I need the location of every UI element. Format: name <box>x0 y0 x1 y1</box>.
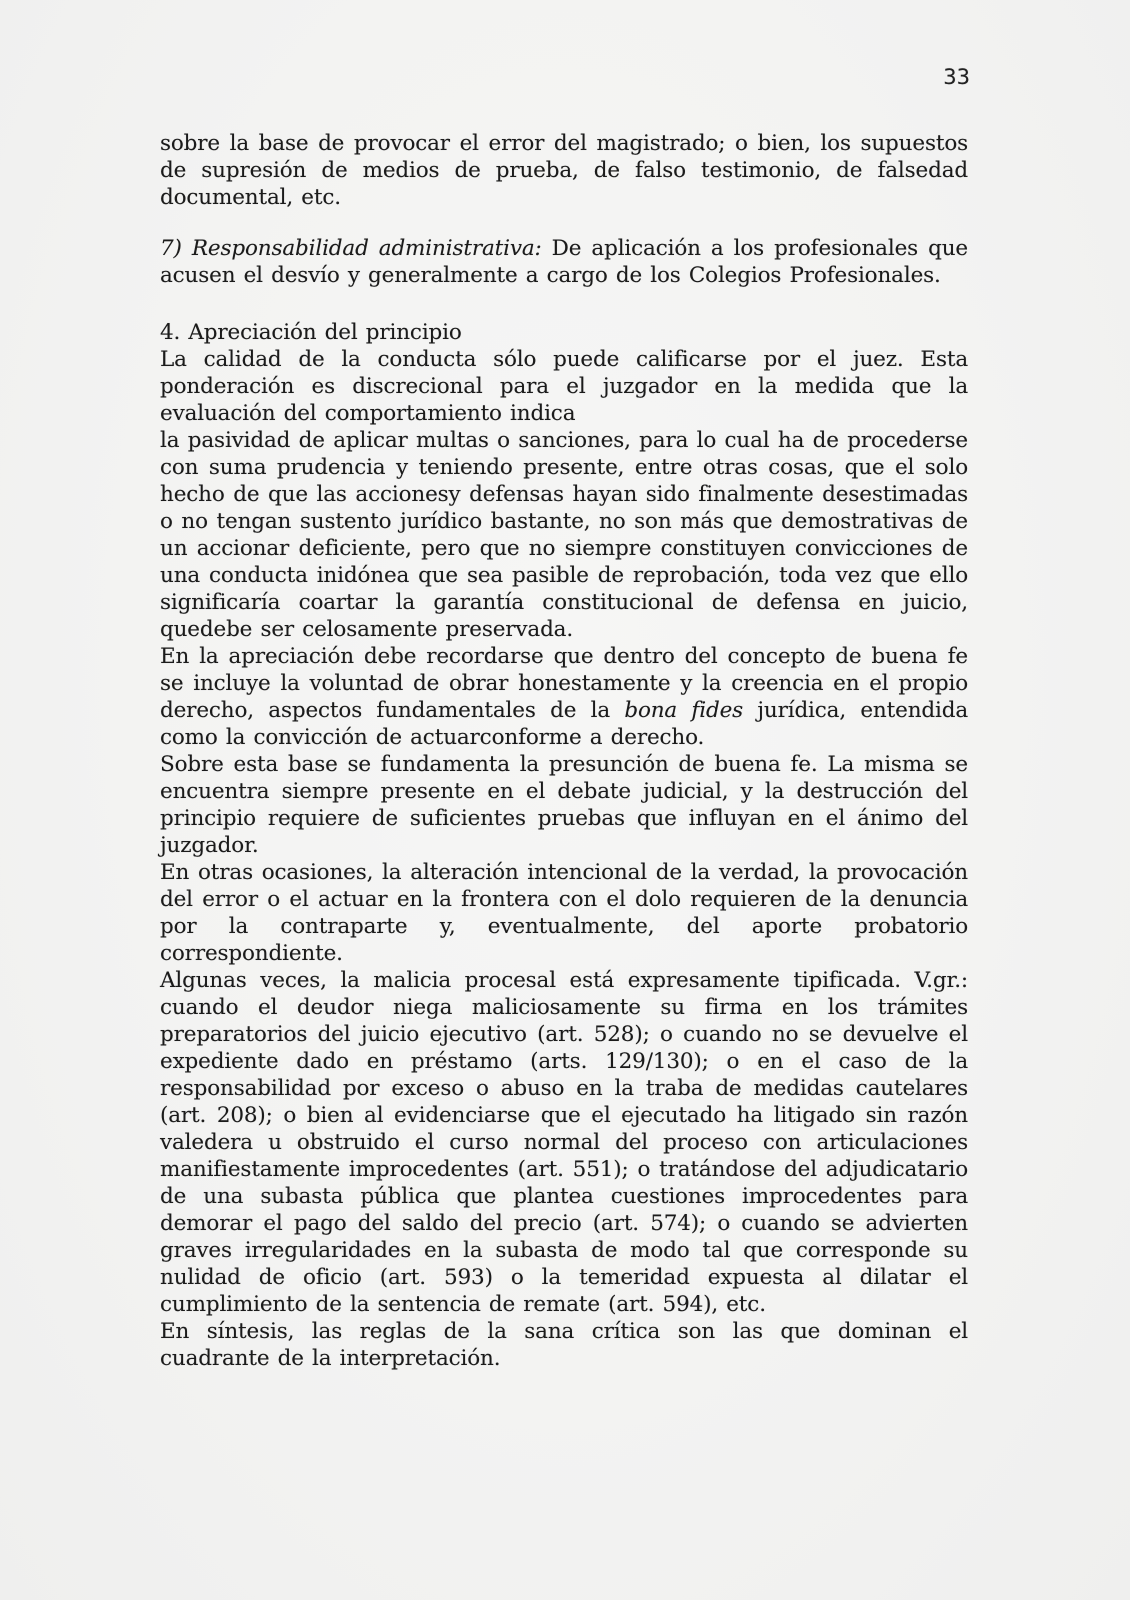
paragraph-pasividad-multas: la pasividad de aplicar multas o sanciones, para lo cual ha de procederse con suma prudencia y teniendo presente, entre otras cosas, que el solo hecho de que las accionesy defensas hayan sido finalmente desestimadas o no tengan sustento jurídico bastante, no son más que demostrativas de un accionar deficiente, pero que no siempre constituyen convicciones de una conducta inidónea que sea pasible de reprobación, toda vez que ello significaría coartar la garantía constitucional de defensa en juicio, quedebe ser celosamente preservada. <box>160 428 968 642</box>
paragraph-buena-fe-post: jurídica, entendida como la convicción de actuarconforme a derecho. <box>160 698 969 750</box>
paragraph-buena-fe-pre: En la apreciación debe recordarse que dentro del concepto de buena fe se incluye la voluntad de obrar honestamente y la creencia en el propio derecho, aspectos fundamentales de la <box>160 644 968 723</box>
paragraph-magistrado: sobre la base de provocar el error del magistrado; o bien, los supuestos de supresión de medios de prueba, de falso testimonio, de falsedad documental, etc. <box>160 131 968 210</box>
paragraph-buena-fe-bona-fides-italic: bona fides <box>624 698 744 723</box>
paragraph-responsabilidad-administrativa <box>160 235 968 289</box>
paragraph-buena-fe <box>160 643 968 751</box>
paragraph-calidad-conducta: La calidad de la conducta sólo puede calificarse por el juez. Esta ponderación es discrecional para el juzgador en la medida que la evaluación del comportamiento indica <box>160 347 968 426</box>
paragraph-responsabilidad-rest: De aplicación a los profesionales que acusen el desvío y generalmente a cargo de los Colegios Profesionales. <box>160 236 968 288</box>
text-block <box>160 130 968 1372</box>
paragraph-sintesis: En síntesis, las reglas de la sana crítica son las que dominan el cuadrante de la interpretación. <box>160 1319 968 1371</box>
paragraph-alteracion-verdad: En otras ocasiones, la alteración intencional de la verdad, la provocación del error o el actuar en la frontera con el dolo requieren de la denuncia por la contraparte y, eventualmente, del aporte probatorio correspondiente. <box>160 860 968 966</box>
paragraph-presuncion-buena-fe: Sobre esta base se fundamenta la presunción de buena fe. La misma se encuentra siempre presente en el debate judicial, y la destrucción del principio requiere de suficientes pruebas que influyan en el ánimo del juzgador. <box>160 752 968 858</box>
page-number: 33 <box>943 65 970 89</box>
section-heading-apreciacion: 4. Apreciación del principio <box>160 320 462 345</box>
paragraph-malicia-procesal: Algunas veces, la malicia procesal está expresamente tipificada. V.gr.: cuando el deudor niega maliciosamente su firma en los trámites preparatorios del juicio ejecutivo (art. 528); o cuando no se devuelve el expediente dado en préstamo (arts. 129/130); o en el caso de la responsabilidad por exceso o abuso en la traba de medidas cautelares (art. 208); o bien al evidenciarse que el ejecutado ha litigado sin razón valedera u obstruido el curso normal del proceso con articulaciones manifiestamente improcedentes (art. 551); o tratándose del adjudicatario de una subasta pública que plantea cuestiones improcedentes para demorar el pago del saldo del precio (art. 574); o cuando se advierten graves irregularidades en la subasta de modo tal que corresponde su nulidad de oficio (art. 593) o la temeridad expuesta al dilatar el cumplimiento de la sentencia de remate (art. 594), etc. <box>160 968 968 1317</box>
paragraph-responsabilidad-lead-italic: 7) Responsabilidad administrativa: <box>160 236 542 261</box>
